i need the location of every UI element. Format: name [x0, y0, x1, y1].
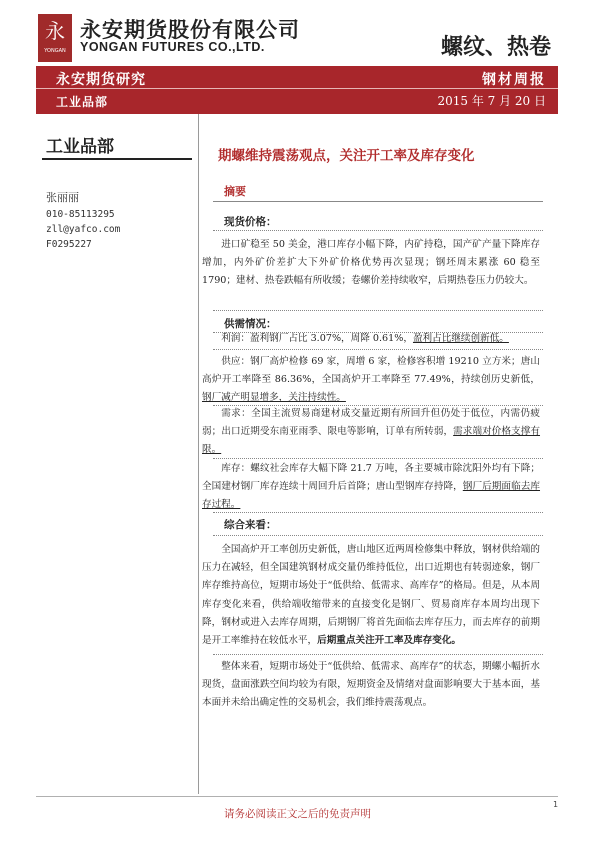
supply-demand-heading: 供需情况： [224, 318, 277, 330]
supply-highlight: 钢厂减产明显增多，关注持续性。 [202, 392, 346, 404]
logo-glyph: 永 [45, 19, 65, 43]
report-type: 钢材周报 [482, 72, 546, 88]
sidebar [36, 114, 199, 794]
division-label: 工业品部 [56, 95, 109, 109]
stock-text: 库存：螺纹社会库存大幅下降 21.7 万吨，各主要城市除沈阳外均有下降；全国建材钢厂库存连续十周回升后首降；唐山型钢库存持降， [202, 463, 540, 493]
report-date: 2015 年 7 月 20 日 [437, 94, 546, 108]
analyst-phone: 010-85113295 [46, 209, 115, 220]
spot-end-rule [213, 310, 543, 311]
profit-text: 利润：盈利钢厂占比 3.07%，周降 0.61%， [221, 333, 413, 344]
profit-highlight: 盈利占比继续创新低。 [412, 333, 509, 344]
overall-mid-rule [213, 654, 543, 655]
demand-rule [213, 458, 543, 459]
overall-heading: 综合来看： [224, 519, 277, 531]
spot-rule [213, 230, 543, 231]
analyst-email[interactable]: zll@yafco.com [46, 224, 121, 235]
sidebar-section-title: 工业品部 [46, 137, 114, 157]
spot-heading: 现货价格： [224, 216, 277, 228]
page-number: 1 [553, 800, 559, 809]
summary-heading: 摘要 [224, 185, 246, 198]
stock-rule [213, 512, 543, 513]
spot-paragraph: 进口矿稳至 50 美金，港口库存小幅下降，内矿持稳，国产矿产量下降库存增加，内外矿价差扩大下外矿价格优势再次显现；钢坯周末累涨 60 稳至 1790；建材、热卷跌幅有所收缓；卷螺价差持续收窄，后期热卷压力仍较大。 [202, 239, 540, 287]
overall-paragraph-1 [202, 541, 540, 650]
stock-paragraph [202, 460, 540, 515]
overall-text-1: 全国高炉开工率创历史新低，唐山地区近两周检修集中释放，钢材供给端的压力在减轻，但全国建筑钢材成交量仍维持低位，出口近期也有转弱迹象，钢厂库存维持高位，短期市场处于“低供给、低需求、高库存”的格局。但是，从本周库存变化来看，供给端收缩带来的直接变化是钢厂、贸易商库存本周均出现下降，钢材或进入去库存周期，后期钢厂将首先面临去库存压力，而去库存的前期是开工率维持在较低水平， [202, 544, 540, 647]
company-name-en: YONGAN FUTURES CO.,LTD. [80, 40, 265, 54]
overall-rule [213, 535, 543, 536]
overall-highlight: 后期重点关注开工率及库存变化。 [317, 635, 462, 647]
stock-highlight: 钢厂后期面临去库存过程。 [202, 481, 541, 511]
supply-text: 供应：钢厂高炉检修 69 家，周增 6 家，检修容积增 19210 立方米；唐山高炉开工率降至 86.36%，全国高炉开工率降至 77.49%，持续创历史新低， [202, 356, 540, 386]
overall-paragraph-2: 整体来看，短期市场处于“低供给、低需求、高库存”的状态，期螺小幅折水现货，盘面涨跌空间均较为有限，短期资金及情绪对盘面影响要大于基本面，基本面并未给出确定性的交易机会，我们维持震荡观点。 [202, 661, 540, 709]
header-banner [36, 66, 558, 114]
company-logo [38, 14, 72, 62]
supply-paragraph [202, 353, 540, 408]
disclaimer-link[interactable]: 请务必阅读正文之后的免责声明 [224, 808, 371, 820]
demand-text: 需求：全国主流贸易商建材成交量近期有所回升但仍处于低位，内需仍疲弱；出口近期受东南亚雨季、限电等影响，订单有所转弱， [202, 408, 540, 438]
logo-subtext: YONGAN [44, 48, 66, 54]
profit-rule [213, 349, 543, 350]
report-title: 期螺维持震荡观点，关注开工率及库存变化 [218, 148, 475, 164]
report-topic: 螺纹、热卷 [440, 34, 551, 60]
company-name-cn: 永安期货股份有限公司 [80, 18, 300, 42]
profit-paragraph [202, 330, 540, 348]
analyst-name: 张丽丽 [46, 191, 79, 204]
analyst-license: F0295227 [46, 239, 92, 250]
research-dept: 永安期货研究 [56, 72, 146, 88]
demand-highlight: 需求端对价格支撑有限。 [202, 426, 541, 456]
sidebar-rule [42, 158, 192, 160]
summary-rule [213, 201, 543, 202]
footer-rule [36, 796, 558, 797]
demand-paragraph [202, 405, 540, 460]
